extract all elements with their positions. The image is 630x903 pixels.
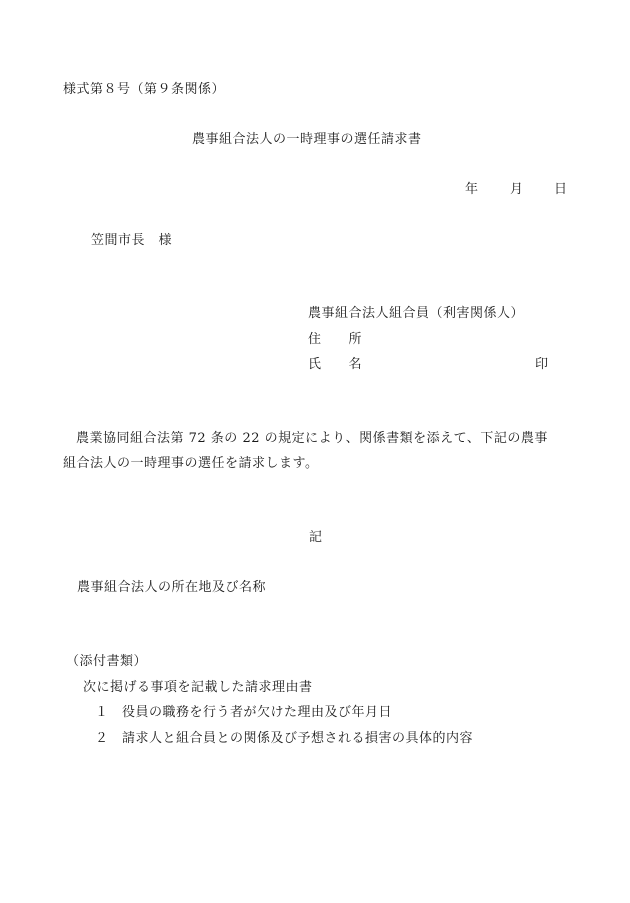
attachment-item-text: 請求人と組合員との関係及び予想される損害の具体的内容 (122, 731, 474, 746)
seal-mark: 印 (535, 357, 549, 372)
addressee: 笠間市長 様 (91, 233, 173, 248)
ki-heading: 記 (309, 530, 323, 545)
applicant-address-label: 住 所 (308, 332, 363, 347)
date-month: 月 (510, 182, 524, 197)
body-line-1: 農業協同組合法第 72 条の 22 の規定により、関係書類を添えて、下記の農事 (76, 431, 548, 446)
applicant-name-label: 氏 名 (308, 357, 363, 372)
attachment-item-number: ２ (95, 731, 109, 746)
attachment-item-number: １ (95, 705, 109, 720)
attachments-heading: （添付書類） (66, 654, 148, 669)
attachments-lead: 次に掲げる事項を記載した請求理由書 (83, 680, 313, 695)
item-location-name: 農事組合法人の所在地及び名称 (77, 580, 267, 595)
date-day: 日 (554, 182, 568, 197)
date-year: 年 (465, 182, 479, 197)
form-number: 様式第８号（第９条関係） (63, 82, 226, 97)
applicant-heading: 農事組合法人組合員（利害関係人） (308, 306, 525, 321)
attachment-item-text: 役員の職務を行う者が欠けた理由及び年月日 (122, 705, 393, 720)
document-title: 農事組合法人の一時理事の選任請求書 (192, 132, 422, 147)
body-line-2: 組合法人の一時理事の選任を請求します。 (63, 456, 319, 471)
